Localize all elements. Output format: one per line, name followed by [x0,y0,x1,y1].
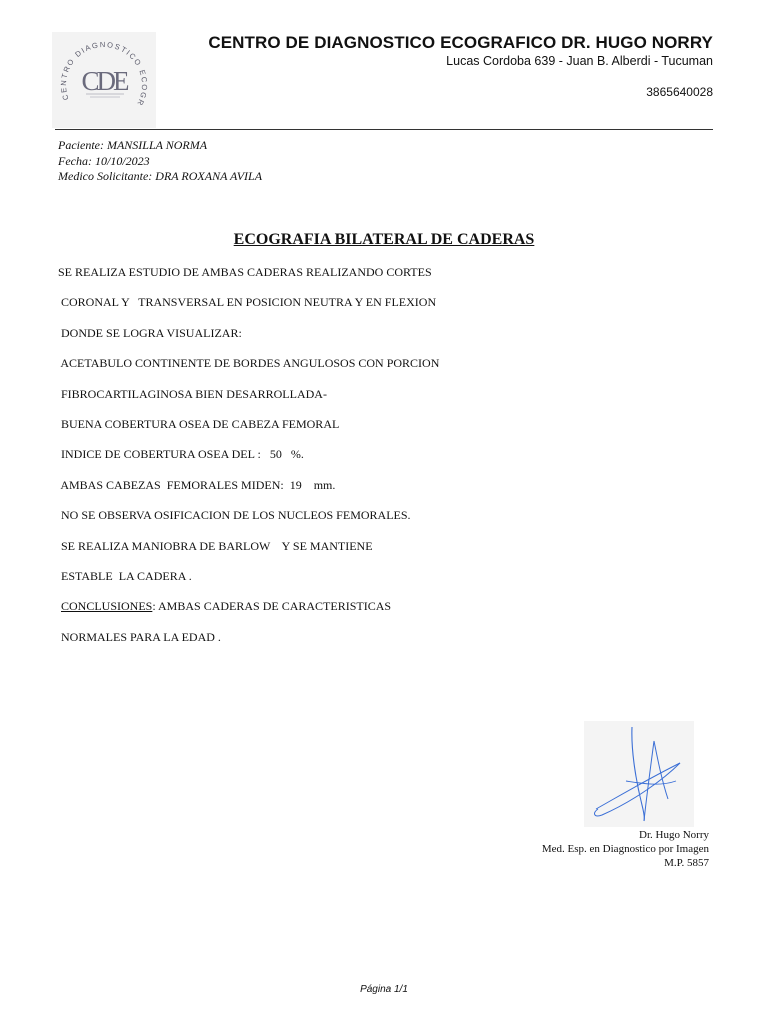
signature-block [542,828,709,870]
conclusion-text: : AMBAS CADERAS DE CARACTERISTICAS [152,599,392,614]
report-title: ECOGRAFIA BILATERAL DE CADERAS [233,231,535,248]
report-line: DONDE SE LOGRA VISUALIZAR: [58,325,242,340]
report-line: ACETABULO CONTINENTE DE BORDES ANGULOSOS CON PORCION [58,356,440,371]
doctor-specialty: Med. Esp. en Diagnostico por Imagen [541,843,709,855]
page-number: Página 1/1 [360,984,408,995]
clinic-address: Lucas Cordoba 639 - Juan B. Alberdi - Tucuman [446,54,713,68]
report-title-row [0,231,768,249]
requesting-doctor: Medico Solicitante: DRA ROXANA AVILA [58,169,263,183]
report-line: SE REALIZA MANIOBRA DE BARLOW Y SE MANTIENE [58,538,373,553]
report-line: AMBAS CABEZAS FEMORALES MIDEN: 19 mm. [58,477,336,492]
report-line: BUENA COBERTURA OSEA DE CABEZA FEMORAL [58,416,340,431]
conclusion-label: CONCLUSIONES [61,599,153,614]
conclusion-line [58,599,439,629]
report-line: NO SE OBSERVA OSIFICACION DE LOS NUCLEOS FEMORALES. [58,508,411,523]
patient-info [58,138,262,185]
report-body [58,265,439,660]
report-line: ESTABLE LA CADERA . [58,568,192,583]
clinic-logo [52,32,156,128]
exam-date: Fecha: 10/10/2023 [58,153,150,168]
signature-image [584,721,694,827]
report-line: CORONAL Y TRANSVERSAL EN POSICION NEUTRA Y EN FLEXION [58,295,437,310]
doctor-license: M.P. 5857 [664,857,709,869]
patient-name: Paciente: MANSILLA NORMA [58,138,208,152]
svg-text:CDE: CDE [81,66,127,96]
report-line: SE REALIZA ESTUDIO DE AMBAS CADERAS REALIZANDO CORTES [58,265,432,279]
doctor-name: Dr. Hugo Norry [639,829,709,841]
report-line: INDICE DE COBERTURA OSEA DEL : 50 %. [58,447,304,462]
clinic-name: CENTRO DE DIAGNOSTICO ECOGRAFICO DR. HUGO NORRY [208,33,713,52]
svg-text:CENTRO DIAGNOSTICO ECOGRAFICO: CENTRO DIAGNOSTICO ECOGR [58,39,150,109]
report-line: NORMALES PARA LA EDAD . [58,629,221,644]
clinic-phone: 3865640028 [646,85,713,99]
header-divider [55,129,713,130]
report-line: FIBROCARTILAGINOSA BIEN DESARROLLADA- [58,386,327,401]
